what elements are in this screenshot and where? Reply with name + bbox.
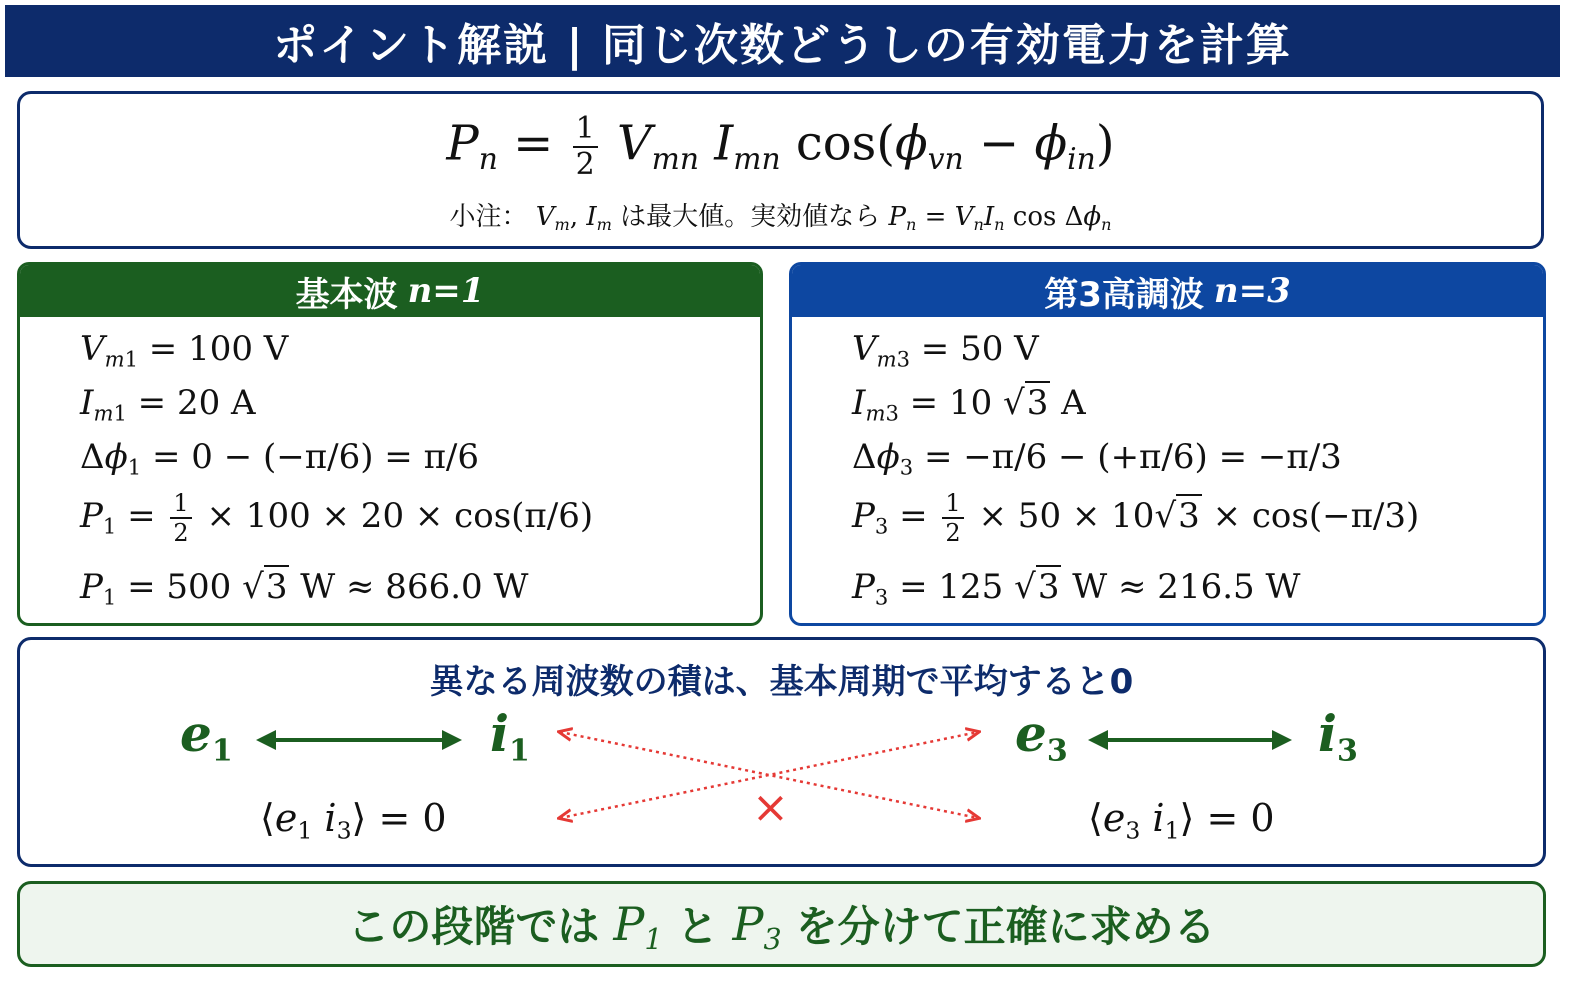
- p3-calculation: $P_3$ = $\frac{1}{2}$ × 50 × 10√3 × cos(−π/3): [852, 489, 1420, 547]
- p1-result-coef: = 500: [127, 567, 232, 607]
- orthogonality-title: 異なる周波数の積は、基本周期で平均すると0: [429, 662, 1134, 702]
- conclusion-p3: $P_3$: [732, 897, 782, 957]
- p3-result-value: W ≈ 216.5 W: [1061, 567, 1301, 607]
- im1-value: = 20 A: [137, 383, 256, 423]
- p1-calc-value: × 100 × 20 × cos(π/6): [206, 496, 594, 536]
- third-label: 第3高調波: [1044, 274, 1204, 315]
- signal-i1: $i_1$: [490, 704, 530, 769]
- vm1-equation: $V_{m1} = 100$ V: [80, 329, 289, 372]
- page-title: ポイント解説 | 同じ次数どうしの有効電力を計算: [273, 20, 1292, 71]
- conclusion-banner: [17, 881, 1546, 967]
- p3-calc-c: × cos(−π/3): [1201, 496, 1420, 536]
- dphi3-equation: $\Delta\phi_3 = -\pi/6 - (+\pi/6) = -\pi/3$: [852, 437, 1342, 480]
- p3-result-radicand: 3: [1037, 567, 1060, 607]
- signal-e3: $e_3$: [1015, 704, 1068, 769]
- signal-e1: $e_1$: [180, 704, 233, 769]
- inner-product-e1-i3: $⟨e_1$ $i_3⟩ = 0$: [260, 796, 447, 845]
- vm3-value: = 50 V: [920, 329, 1039, 369]
- main-formula: $P_n$ = $\frac{1}{2}$ $V_{mn}$ $I_{mn}$ $\cos(\phi_{vn} - \phi_{in})$: [446, 111, 1115, 182]
- p1-result-radicand: 3: [265, 567, 288, 607]
- cross-mark: ×: [752, 782, 789, 833]
- dphi1-value: = 0 − (−π/6) = π/6: [151, 437, 480, 477]
- conclusion-part3: を分けて正確に求める: [795, 902, 1216, 951]
- conclusion-part2: と: [676, 902, 719, 951]
- conclusion-part1: この段階では: [347, 902, 600, 951]
- dphi3-value: = −π/6 − (+π/6) = −π/3: [923, 437, 1342, 477]
- fundamental-n: n=1: [407, 271, 485, 311]
- p3-result-coef: = 125: [899, 567, 1004, 607]
- vm1-value: = 100 V: [148, 329, 289, 369]
- note-prefix: 小注：: [449, 202, 536, 232]
- vm3-equation: $V_{m3} = 50$ V: [852, 329, 1039, 372]
- p3-calc-a: × 50 × 10: [978, 496, 1155, 536]
- formula-note: 小注： $V_m$, $I_m$ は最大値。実効値なら $P_n = V_nI_n$ $\cos \Delta\phi_n$: [449, 202, 1112, 235]
- third-n: n=3: [1213, 271, 1291, 311]
- im3-radicand: 3: [1026, 383, 1049, 423]
- p3-calc-radicand: 3: [1178, 496, 1200, 536]
- fundamental-label: 基本波: [295, 274, 398, 315]
- p3-result: $P_3 = 125$ √3 W ≈ 216.5 W: [852, 567, 1301, 610]
- dphi1-equation: $\Delta\phi_1 = 0 - (-\pi/6) = \pi/6$: [80, 437, 480, 480]
- im1-equation: $I_{m1} = 20$ A: [80, 383, 256, 426]
- inner-product-e3-i1: $⟨e_3$ $i_1⟩ = 0$: [1088, 796, 1275, 845]
- inner13-value: = 0: [378, 796, 447, 840]
- fundamental-header: [20, 265, 760, 317]
- im3-unit: A: [1050, 383, 1086, 423]
- im3-coef: = 10: [909, 383, 993, 423]
- signal-i3: $i_3$: [1318, 704, 1358, 769]
- p1-result-value: W ≈ 866.0 W: [289, 567, 529, 607]
- note-mid: は最大値。実効値なら: [620, 202, 889, 232]
- inner31-value: = 0: [1206, 796, 1275, 840]
- third-header: [792, 265, 1543, 317]
- p1-result: $P_1 = 500$ √3 W ≈ 866.0 W: [80, 567, 529, 610]
- third-harmonic-panel: [789, 262, 1546, 626]
- im3-equation: $I_{m3} = 10$ √3 A: [852, 383, 1086, 426]
- title-bar: [5, 5, 1560, 77]
- fundamental-panel: [17, 262, 763, 626]
- formula-box: [17, 91, 1544, 249]
- p1-calculation: $P_1$ = $\frac{1}{2}$ × 100 × 20 × cos(π/6): [80, 489, 594, 547]
- orthogonality-box: [17, 637, 1546, 867]
- conclusion-p1: $P_1$: [613, 897, 663, 957]
